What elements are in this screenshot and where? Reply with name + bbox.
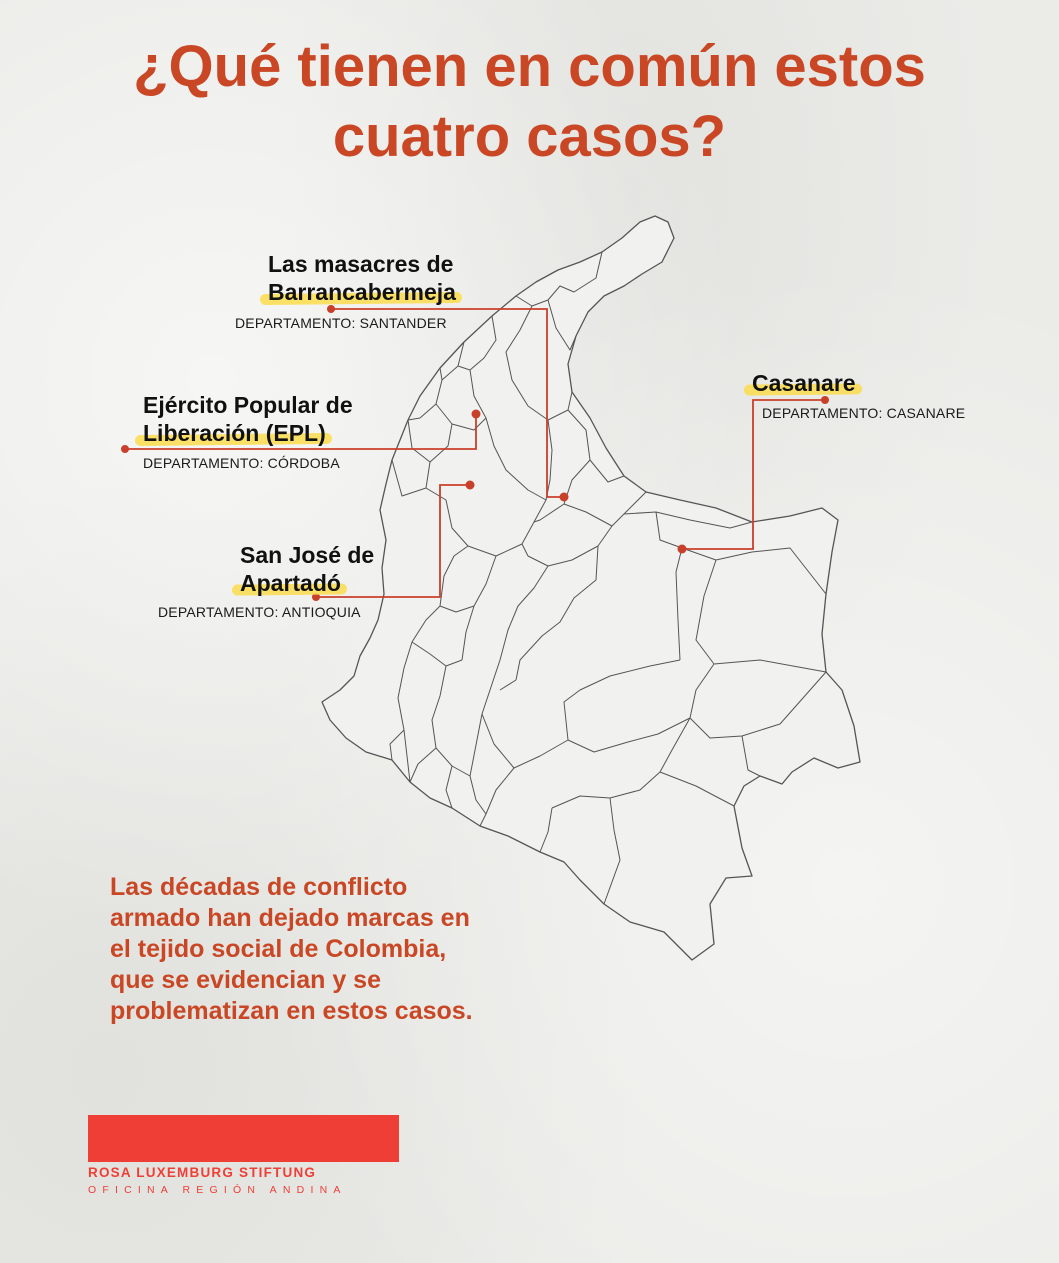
case-dept-casanare: DEPARTAMENTO: CASANARE [762,405,966,421]
marker-casanare [678,545,687,554]
case-label-barrancabermeja [268,250,456,306]
logo-subtitle: OFICINA REGIÓN ANDINA [88,1184,347,1196]
body-line: armado han dejado marcas en [110,904,470,932]
case-title-barrancabermeja-line-1: Las masacres de [268,251,454,277]
case-title-epl-line-2: Liberación (EPL) [143,420,326,446]
marker-barrancabermeja-label [327,305,335,313]
case-label-casanare [752,369,856,397]
body-line: Las décadas de conflicto [110,873,408,901]
marker-barrancabermeja [560,493,569,502]
case-dept-epl: DEPARTAMENTO: CÓRDOBA [143,455,340,471]
marker-casanare-label [821,396,829,404]
page-title-line-2: cuatro casos? [332,104,727,169]
body-line: problematizan en estos casos. [110,997,473,1025]
body-line: que se evidencian y se [110,966,381,994]
logo-name: ROSA LUXEMBURG STIFTUNG [88,1165,317,1180]
marker-epl-label [121,445,129,453]
case-title-apartado-line-2: Apartadó [240,570,341,596]
case-label-epl [143,391,353,447]
body-paragraph [110,872,540,1027]
case-dept-apartado: DEPARTAMENTO: ANTIOQUIA [158,604,361,620]
case-title-casanare: Casanare [752,370,856,396]
page-title-line-1: ¿Qué tienen en común estos [133,34,926,99]
logo-red-bar [88,1115,399,1162]
body-line: el tejido social de Colombia, [110,935,447,963]
case-title-epl-line-1: Ejército Popular de [143,392,353,418]
case-title-barrancabermeja-line-2: Barrancabermeja [268,279,456,305]
case-label-apartado [240,541,374,597]
case-dept-barrancabermeja: DEPARTAMENTO: SANTANDER [235,315,447,331]
marker-apartado [466,481,475,490]
marker-epl [472,410,481,419]
case-title-apartado-line-1: San José de [240,542,375,568]
